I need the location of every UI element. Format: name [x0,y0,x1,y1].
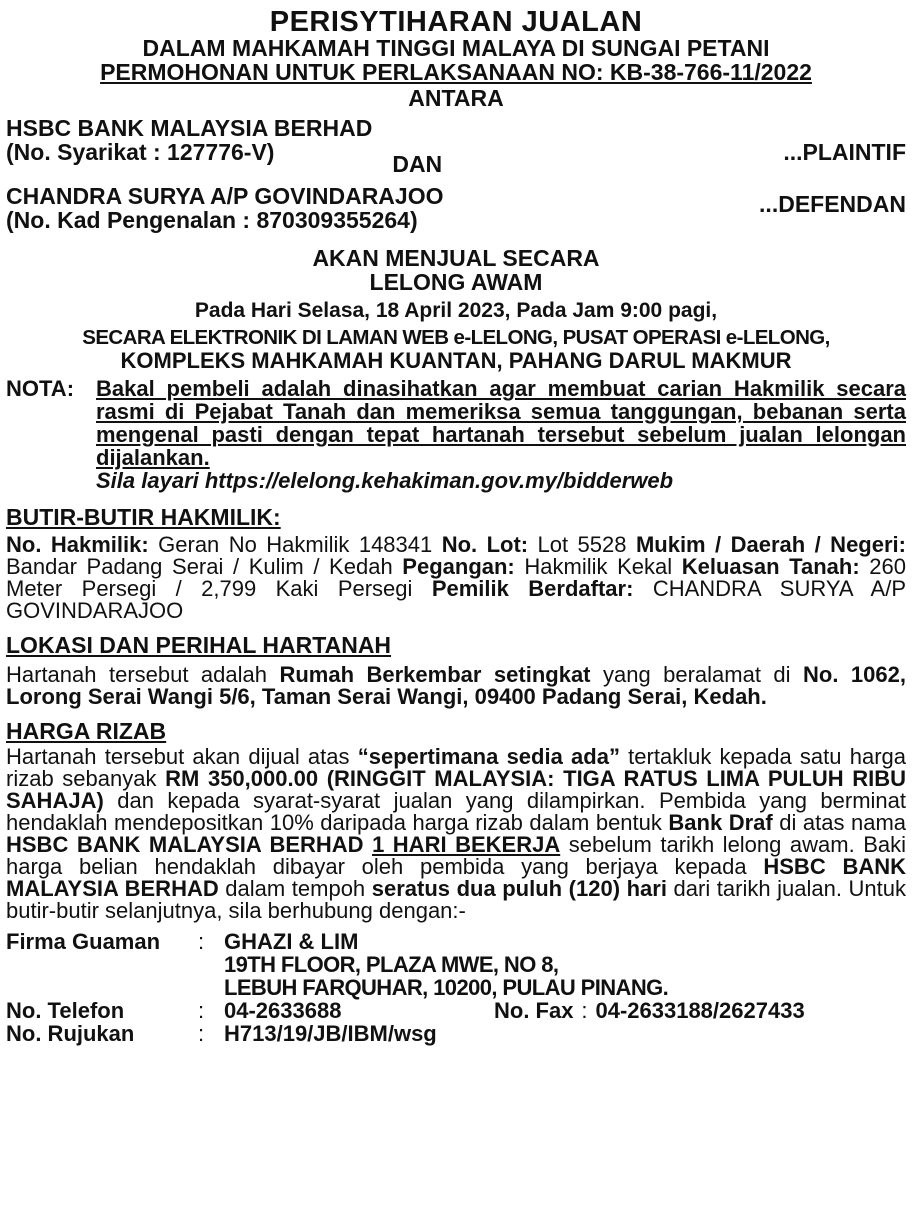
title-details-heading: BUTIR-BUTIR HAKMILIK: [6,504,281,530]
auction-venue1: SECARA ELEKTRONIK DI LAMAN WEB e-LELONG, PUSAT OPERASI e-LELONG, [82,326,830,349]
owner-key: Pemilik Berdaftar: [431,576,634,601]
plaintiff-block [6,116,906,176]
mukim-value: Bandar Padang Serai / Kulim / Kedah [6,554,403,579]
firm-row [6,930,906,953]
property-address: No. 1062, Lorong Serai Wangi 5/6, Taman Serai Wangi, 09400 Padang Serai, Kedah. [6,662,906,709]
reference-label: No. Rujukan [6,1021,135,1046]
bank-draft: Bank Draf [668,810,773,835]
address-row-1 [6,953,906,976]
contact-block [6,930,906,1045]
plaintiff-role: ...PLAINTIF [783,139,906,165]
phone-sep: : [198,998,205,1023]
address-row-2 [6,976,906,999]
reserve-t3: dan kepada syarat-syarat jualan yang dilampirkan. Pembida yang berminat hendaklah mendepositkan 10% daripada harga rizab dalam bentuk [6,788,906,835]
title-number-value: Geran No Hakmilik 148341 [148,532,442,557]
mukim-key: Mukim / Daerah / Negeri: [635,532,906,557]
reserve-t5: sebelum tarikh lelong awam. Baki harga belian hendaklah dibayar oleh pembida yang berjaya kepada [6,832,906,879]
land-area-value: 260 Meter Persegi / 2,799 Kaki Persegi [6,554,906,601]
tenure-key: Pegangan: [402,554,515,579]
title-details-text [6,534,906,622]
bidder-web-link[interactable]: Sila layari https://elelong.kehakiman.gov.my/bidderweb [96,468,674,493]
auction-date: Pada Hari Selasa, 18 April 2023, Pada Jam 9:00 pagi, [194,299,718,322]
firm-address-1: 19TH FLOOR, PLAZA MWE, NO 8, [224,952,559,977]
auction-line1: AKAN MENJUAL SECARA [312,245,600,271]
reference-row [6,1022,906,1045]
title-number-key: No. Hakmilik: [6,532,149,557]
court-name: DALAM MAHKAMAH TINGGI MALAYA DI SUNGAI PETANI [142,35,770,61]
plaintiff-name: HSBC BANK MALAYSIA BERHAD [6,115,373,141]
fax-number: 04-2633188/2627433 [595,998,805,1023]
firm-address-2: LEBUH FARQUHAR, 10200, PULAU PINANG. [224,975,669,1000]
defendant-info [6,184,443,232]
note-body [96,377,906,492]
as-is-clause: “sepertimana sedia ada” [357,744,620,769]
phone-number: 04-2633688 [224,998,342,1023]
reserve-t2: tertakluk kepada satu harga rizab sebanyak [6,744,906,791]
reference-sep: : [198,1021,205,1046]
plaintiff-id: (No. Syarikat : 127776-V) [6,139,275,165]
land-area-key: Keluasan Tanah: [681,554,860,579]
defendant-block [6,184,906,232]
working-day: 1 HARI BEKERJA [372,832,561,857]
lot-key: No. Lot: [441,532,529,557]
reserve-text [6,746,906,922]
location-t2: yang beralamat di [590,662,804,687]
and-label: DAN [392,151,443,177]
reserve-t7: dari tarikh jualan. Untuk butir-butir selanjutnya, sila berhubung dengan:- [6,876,906,923]
location-t1: Hartanah tersebut adalah [6,662,280,687]
phone-row [6,999,906,1022]
location-heading: LOKASI DAN PERIHAL HARTANAH [6,632,392,658]
plaintiff-info [6,116,372,164]
phone-label: No. Telefon [6,998,125,1023]
application-number: PERMOHONAN UNTUK PERLAKSANAAN NO: KB-38-766-11/2022 [100,59,812,85]
defendant-id: (No. Kad Pengenalan : 870309355264) [6,207,418,233]
notice-title: PERISYTIHARAN JUALAN [269,6,643,38]
reserve-heading: HARGA RIZAB [6,718,167,744]
between-label: ANTARA [408,85,504,111]
note-text: Bakal pembeli adalah dinasihatkan agar membuat carian Hakmilik secara rasmi di Pejabat Tanah dan memeriksa semua tanggungan, bebanan serta mengenal pasti dengan tepat hartanah tersebut sebelum jualan lelongan dijalankan. [96,376,906,470]
reference-number: H713/19/JB/IBM/wsg [224,1021,437,1046]
tenure-value: Hakmilik Kekal [514,554,682,579]
auction-line2: LELONG AWAM [369,269,543,295]
property-type: Rumah Berkembar setingkat [279,662,591,687]
reserve-price: RM 350,000.00 (RINGGIT MALAYSIA: TIGA RATUS LIMA PULUH RIBU SAHAJA) [6,766,907,813]
fax-label: No. Fax [494,998,574,1023]
reserve-t1: Hartanah tersebut akan dijual atas [6,744,358,769]
owner-value: CHANDRA SURYA A/P GOVINDARAJOO [6,576,907,623]
reserve-t6: dalam tempoh [218,876,372,901]
defendant-role: ...DEFENDAN [759,191,906,217]
firm-name: GHAZI & LIM [224,929,359,954]
lot-value: Lot 5528 [528,532,636,557]
payee-bank: HSBC BANK MALAYSIA BERHAD [6,832,373,857]
location-text [6,664,906,708]
reserve-t4: di atas nama [772,810,907,835]
payment-period: seratus dua puluh (120) hari [371,876,667,901]
fax-sep: : [581,998,588,1023]
auction-venue2: KOMPLEKS MAHKAMAH KUANTAN, PAHANG DARUL MAKMUR [120,348,792,373]
note-label: NOTA: [6,376,75,401]
firm-label: Firma Guaman [6,929,161,954]
balance-payee: HSBC BANK MALAYSIA BERHAD [6,854,907,901]
defendant-name: CHANDRA SURYA A/P GOVINDARAJOO [6,183,444,209]
firm-sep: : [198,929,205,954]
note-block [6,377,906,492]
